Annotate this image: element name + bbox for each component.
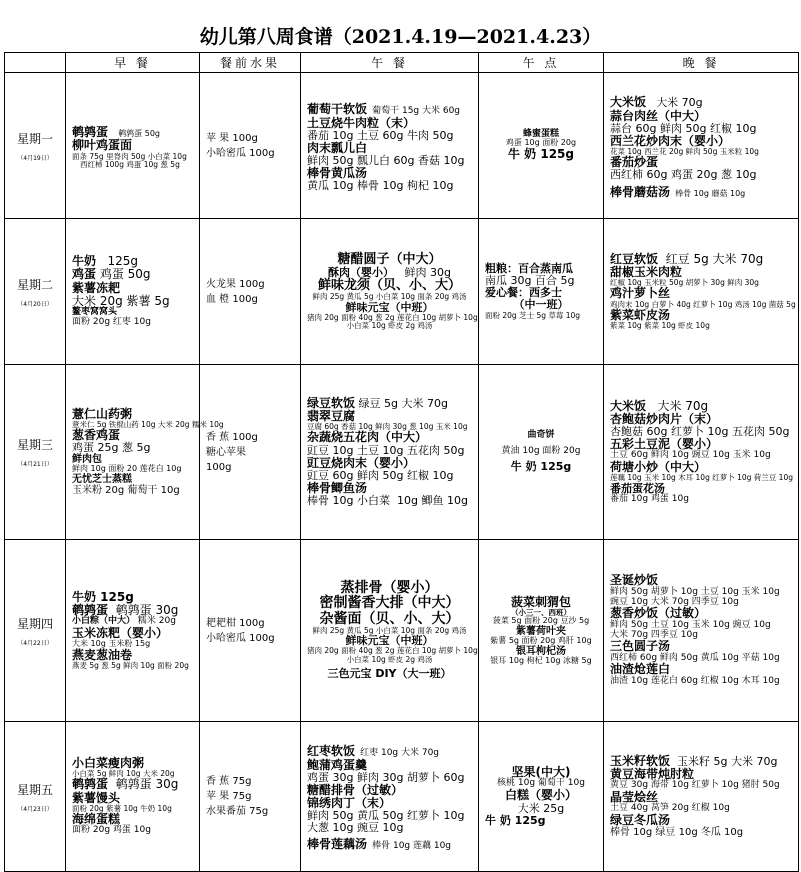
snack-cell <box>479 73 604 219</box>
dish-name: 杂酱面（贝、小、大） <box>319 610 460 627</box>
dish-name: 大米饭 <box>610 398 647 413</box>
dish-name: 蜂蜜蛋糕 <box>522 128 559 139</box>
header-row <box>5 53 799 73</box>
ingredients: 红豆 5g 大米 70g <box>665 251 764 266</box>
ingredients: 面粉 20g 鸡蛋 10g <box>72 825 151 836</box>
ingredients: 鸡肉末 10g 白萝卜 40g 红萝卜 10g 鸡汤 10g 菌菇 5g <box>610 299 796 309</box>
fruit-item: 火龙果 100g <box>206 278 265 290</box>
ingredients: 西红柿 60g 鸡蛋 20g 葱 10g <box>610 168 757 182</box>
ingredients: 棒骨 10g 小白菜 <box>307 494 390 508</box>
dish-name: 糖醋排骨（过敏） <box>307 782 404 797</box>
dish-name: 蒸排骨（婴小） <box>340 579 439 596</box>
day-name: 星期三 <box>16 438 53 452</box>
dish-name: 杂蔬烧五花肉（中大） <box>307 430 428 445</box>
dish-name: 棒骨鲫鱼汤 <box>307 480 368 495</box>
ingredients: 薏米仁 5g 铁棍山药 10g 大米 20g 糯米 10g <box>72 419 224 429</box>
ingredients: 面条 75g 里脊肉 50g 小白菜 10g <box>72 151 187 161</box>
fruit-cell <box>200 540 301 722</box>
ingredients: 鹌鹑蛋 30g <box>115 602 179 617</box>
dish-name: 牛 奶 125g <box>510 459 572 473</box>
day-cell <box>5 540 66 722</box>
ingredients: 杏鲍菇 60g 红萝卜 10g 五花肉 50g <box>610 424 790 438</box>
ingredients: 鸡蛋 10g 面粉 20g <box>505 138 577 148</box>
ingredients: 鹌鹑蛋 50g <box>118 128 160 138</box>
dish-name: 鲜味元宝（中班） <box>345 300 434 314</box>
ingredients: 鲜肉 10g 面粉 20 莲花白 10g <box>72 464 182 474</box>
dish-name: 鸡汁萝卜丝 <box>610 286 671 301</box>
header-day <box>5 53 66 73</box>
snack-cell <box>479 722 604 872</box>
dish-name: 葡萄干软饭 <box>307 101 368 116</box>
ingredients: 番茄 10g 土豆 60g 牛肉 50g <box>307 128 454 142</box>
header-dinner: 晚 餐 <box>604 53 799 73</box>
ingredients: 南瓜 30g 百合 5g <box>485 274 575 288</box>
header-snack: 午 点 <box>479 53 604 73</box>
snack-cell <box>479 365 604 540</box>
dish-name: 鲜肉包 <box>72 454 102 466</box>
dish-name: 鳌枣窝窝头 <box>72 306 118 317</box>
ingredients: 鲜肉 50g 土豆 10g 玉米 10g 豌豆 10g <box>610 619 771 630</box>
fruit-item: 耙耙柑 100g <box>206 617 265 629</box>
dinner-cell <box>604 219 799 365</box>
dish-name: 肉末瓢儿白 <box>307 140 368 155</box>
fruit-cell <box>200 219 301 365</box>
ingredients: 油渣 10g 莲花白 60g 红椒 10g 木耳 10g <box>610 675 780 686</box>
fruit-cell <box>200 722 301 872</box>
ingredients: 鸡蛋 30g 鲜肉 30g 胡萝卜 60g <box>307 770 465 784</box>
dish-name: 鹌鹑蛋 <box>72 602 109 617</box>
ingredients: 土豆 60g 鲜肉 10g 豌豆 10g 玉米 10g <box>610 450 771 461</box>
snack-cell <box>479 540 604 722</box>
ingredients: 棒骨 10g 绿豆 10g 冬瓜 10g <box>610 827 744 839</box>
ingredients: 鲜肉 50g 瓢儿白 60g 香菇 10g <box>307 153 465 167</box>
dish-name: 牛 奶 125g <box>485 813 546 827</box>
ingredients: 玉米籽 5g 大米 70g <box>677 754 778 768</box>
page-title: 幼儿第八周食谱（2021.4.19—2021.4.23） <box>199 26 602 48</box>
fruit-cell <box>200 73 301 219</box>
dinner-cell <box>604 722 799 872</box>
day-cell <box>5 73 66 219</box>
dish-name: 杏鲍菇炒肉片（末） <box>610 411 719 426</box>
dish-name: 玉米冻粑（婴小） <box>72 625 169 640</box>
lunch-cell <box>301 219 479 365</box>
ingredients: 紫菜 10g 紫菜 10g 虾皮 10g <box>610 321 710 330</box>
dish-name: 翡翠豆腐 <box>307 408 356 423</box>
ingredients: 大米 70g 四季豆 10g <box>610 629 698 640</box>
dish-name: 牛 奶 125g <box>508 147 574 162</box>
dish-name: 绿豆软饭 <box>307 395 356 410</box>
row-tuesday <box>5 219 799 365</box>
dish-name: 柳叶鸡蛋面 <box>72 138 133 153</box>
dish-name: 小白菜瘦肉粥 <box>72 755 145 770</box>
fruit-item: 血 橙 100g <box>206 293 258 305</box>
dish-name: 酥肉（婴小） <box>328 266 394 280</box>
dish-name: 五彩土豆泥（婴小） <box>610 436 719 451</box>
dish-name: 荷塘小炒（中大） <box>610 460 707 475</box>
dish-name: 海绵蛋糕 <box>72 811 121 826</box>
day-name: 星期一 <box>16 131 53 146</box>
day-date: （4月22日） <box>17 639 53 647</box>
dish-name: 三色圆子汤 <box>610 639 671 654</box>
dish-name: 黄豆海带炖肘粒 <box>610 766 695 781</box>
dish-name: 鲍蒲鸡蛋羹 <box>307 757 368 772</box>
weekly-menu-table <box>4 52 799 872</box>
dish-name: 牛奶 <box>72 254 97 269</box>
dish-name: 晶莹烩丝 <box>610 790 659 804</box>
ingredients: 豌豆 10g 大米 70g 四季豆 10g <box>610 596 739 607</box>
dish-name: 紫薯冻耙 <box>72 280 121 295</box>
dish-name: 糖醋圆子（中大） <box>337 251 442 267</box>
ingredients: 黄豆 30g 海带 10g 红萝卜 10g 猪肘 50g <box>610 780 780 791</box>
ingredients: 核桃 10g 葡萄干 10g <box>497 778 585 789</box>
lunch-cell <box>301 73 479 219</box>
ingredients: 花菜 10g 西兰花 20g 鲜肉 50g 玉米粒 10g <box>610 146 759 156</box>
fruit-item: 水果番茄 75g <box>206 806 269 817</box>
ingredients: 红椒 10g 玉米粒 50g 胡萝卜 30g 鲜肉 30g <box>610 278 759 288</box>
ingredients: 小白菜 5g 鲜肉 10g 大米 20g <box>72 769 175 779</box>
day-cell <box>5 219 66 365</box>
snack-cell <box>479 219 604 365</box>
ingredients: 莲藕 10g 玉米 10g 木耳 10g 红萝卜 10g 荷兰豆 10g <box>610 473 793 483</box>
ingredients: 番茄 10g 鸡蛋 10g <box>610 493 689 504</box>
ingredients: 豆腐 60g 香菇 10g 鲜肉 30g 葱 10g 玉米 10g <box>307 422 468 432</box>
dish-name: 白糕（婴小） <box>504 788 577 803</box>
ingredients: 豇豆 10g 土豆 10g 五花肉 50g <box>307 443 465 457</box>
dish-name: 粗粮：百合蒸南瓜 <box>485 262 573 276</box>
ingredients: 面粉 20g 芝士 5g 草莓 10g <box>485 310 581 320</box>
dish-name: 蒜台肉丝（中大） <box>610 108 707 123</box>
dinner-cell <box>604 540 799 722</box>
ingredients: 鸡蛋 25g 葱 5g <box>72 441 151 455</box>
lunch-cell <box>301 365 479 540</box>
dish-name: 燕麦葱油卷 <box>72 647 133 662</box>
header-fruit: 餐前水果 <box>200 53 301 73</box>
dish-name: 密制酱香大排（中大） <box>319 595 460 612</box>
class-note: （小三一、西班） <box>511 607 571 617</box>
day-date: （4月19日） <box>17 154 53 162</box>
ingredients: 猪肉 20g 面粉 40g 葱 2g 莲花白 10g 胡萝卜 10g <box>307 312 478 322</box>
ingredients: 小白菜 10g 虾皮 2g 鸡汤 <box>346 654 433 664</box>
dish-name: 红豆软饭 <box>610 251 659 266</box>
dish-name: 棒骨黄瓜汤 <box>307 166 368 181</box>
dish-name: 油渣炝莲白 <box>610 662 671 677</box>
ingredients: 小白菜 10g 虾皮 2g 鸡汤 <box>346 321 433 331</box>
ingredients: 西红柿 60g 鲜肉 50g 黄瓜 10g 平菇 10g <box>610 652 780 663</box>
dish-name: 紫薯荷叶夹 <box>516 625 566 637</box>
dish-name: 薏仁山药粥 <box>72 406 133 421</box>
dish-name: 鸡蛋 <box>72 267 97 282</box>
fruit-item: 苹 果 75g <box>206 791 252 802</box>
fruit-item: 香 蕉 100g <box>206 431 258 443</box>
ingredients: 大米 70g <box>657 398 709 413</box>
dish-name: 葱香炒饭（过敏） <box>610 606 707 621</box>
breakfast-cell <box>66 722 200 872</box>
breakfast-cell <box>66 73 200 219</box>
day-name: 星期四 <box>16 616 53 631</box>
dish-name: 棒骨蘑菇汤 <box>610 184 671 199</box>
ingredients: 棒骨 10g 蘑菇 10g <box>675 188 746 198</box>
day-name: 星期五 <box>16 782 53 797</box>
class-note: （中一班） <box>513 298 569 312</box>
ingredients: 葡萄干 15g 大米 60g <box>372 105 461 116</box>
dinner-cell <box>604 73 799 219</box>
ingredients: 鹌鹑蛋 30g <box>115 777 179 792</box>
ingredients: 125g <box>107 254 138 269</box>
fruit-cell <box>200 365 301 540</box>
dish-name: 鲜味龙须（贝、小、大） <box>317 278 461 294</box>
ingredients: 黄油 10g 面粉 20g <box>501 445 581 456</box>
dish-name: 番茄蛋花汤 <box>610 481 665 495</box>
dish-name: 鹌鹑蛋 <box>72 777 109 792</box>
fruit-item: 100g <box>206 461 232 473</box>
header-lunch: 午 餐 <box>301 53 479 73</box>
ingredients: 绿豆 5g 大米 70g <box>358 396 448 410</box>
day-name: 星期二 <box>16 277 53 292</box>
dish-name: 甜椒玉米肉粒 <box>610 264 683 279</box>
ingredients: 大米 20g 紫薯 5g <box>72 293 170 308</box>
dish-name: 菠菜刺猬包 <box>510 594 571 609</box>
ingredients: 鲜肉 50g 胡萝卜 10g 土豆 10g 玉米 10g <box>610 586 780 597</box>
ingredients: 西红柿 100g 鸡蛋 10g 葱 5g <box>80 159 180 169</box>
ingredients: 豇豆 60g 鲜肉 50g 红椒 10g <box>307 468 454 482</box>
ingredients: 大米 25g <box>517 801 565 815</box>
dish-name: 大米饭 <box>610 94 647 109</box>
ingredients: 燕麦 5g 葱 5g 鲜肉 10g 面粉 20g <box>72 661 189 671</box>
day-date: （4月20日） <box>17 300 53 308</box>
dish-name: 紫薯馒头 <box>72 790 121 805</box>
fruit-item: 糖心苹果 <box>206 446 246 458</box>
ingredients: 鲜肉 30g <box>404 266 451 280</box>
ingredients: 大葱 10g 豌豆 10g <box>307 821 404 835</box>
dish-name: 鹌鹑蛋 <box>72 124 109 139</box>
ingredients: 鲜肉 50g 黄瓜 50g 红萝卜 10g <box>307 809 465 823</box>
row-monday <box>5 73 799 219</box>
row-thursday <box>5 540 799 722</box>
header-breakfast: 早 餐 <box>66 53 200 73</box>
dish-name: 土豆烧牛肉粒（末） <box>307 115 416 130</box>
fruit-item: 香 蕉 75g <box>206 776 252 787</box>
fruit-item: 苹 果 100g <box>206 132 258 144</box>
dish-name: 三色元宝 DIY（大一班） <box>327 666 452 680</box>
day-date: （4月23日） <box>17 805 53 813</box>
dish-name: 爱心餐：西多士 <box>485 286 562 300</box>
dish-name: 小白粽（中大） <box>72 616 136 627</box>
dish-name: 红枣软饭 <box>307 743 356 758</box>
ingredients: 土豆 40g 莴笋 20g 红椒 10g <box>610 803 730 814</box>
fruit-item: 小哈密瓜 100g <box>206 632 275 644</box>
dish-name: 绿豆冬瓜汤 <box>610 813 671 828</box>
day-date: （4月21日） <box>17 461 53 468</box>
ingredients: 大米 70g <box>656 95 703 109</box>
ingredients: 银耳 10g 枸杞 10g 冰糖 5g <box>490 655 592 665</box>
ingredients: 糯米 20g <box>137 616 176 627</box>
dish-name: 坚果(中大) <box>511 765 571 780</box>
ingredients: 蒜台 60g 鲜肉 50g 红椒 10g <box>610 121 757 135</box>
dish-name: 玉米籽软饭 <box>610 753 671 768</box>
ingredients: 鸡蛋 50g <box>99 267 151 282</box>
dish-name: 番茄炒蛋 <box>610 155 659 170</box>
ingredients: 10g 鲫鱼 10g <box>396 494 468 508</box>
ingredients: 棒骨 10g 莲藕 10g <box>372 841 452 852</box>
ingredients: 大米 10g 玉米粉 15g <box>72 639 151 649</box>
breakfast-cell <box>66 219 200 365</box>
fruit-item: 小哈密瓜 100g <box>206 147 275 159</box>
lunch-cell <box>301 540 479 722</box>
dish-name: 圣诞炒饭 <box>610 573 659 588</box>
ingredients: 面粉 20g 紫薯 10g 牛奶 10g <box>72 803 172 813</box>
dish-name: 银耳枸杞汤 <box>516 645 566 657</box>
dish-name: 西兰花炒肉末（婴小） <box>610 133 731 148</box>
dish-name: 豇豆烧肉末（婴小） <box>307 455 416 470</box>
ingredients: 玉米粉 20g 葡萄干 10g <box>72 485 180 497</box>
dish-name: 棒骨莲藕汤 <box>307 837 368 852</box>
breakfast-cell <box>66 540 200 722</box>
dish-name: 锦绣肉丁（末） <box>307 796 392 811</box>
ingredients: 黄瓜 10g 棒骨 10g 枸杞 10g <box>307 179 454 193</box>
ingredients: 紫薯 5g 面粉 20g 鸡肝 10g <box>490 635 592 645</box>
lunch-cell <box>301 722 479 872</box>
ingredients: 鲜肉 25g 黄瓜 5g 小白菜 10g 面条 20g 鸡汤 <box>312 292 467 302</box>
ingredients: 猪肉 20g 面粉 40g 葱 2g 莲花白 10g 胡萝卜 10g <box>307 646 478 656</box>
dish-name: 鲜味元宝（中班） <box>345 634 434 648</box>
dinner-cell <box>604 365 799 540</box>
ingredients: 菠菜 5g 面粉 20g 豆沙 5g <box>492 616 590 626</box>
ingredients: 红枣 10g 大米 70g <box>360 747 440 758</box>
dish-name: 曲奇饼 <box>527 430 555 441</box>
dish-name: 葱香鸡蛋 <box>72 428 121 443</box>
dish-name: 无忧芝士蒸糕 <box>72 474 132 486</box>
row-wednesday <box>5 365 799 540</box>
dish-name: 紫菜虾皮汤 <box>610 307 671 322</box>
ingredients: 鲜肉 25g 黄瓜 5g 小白菜 10g 面条 20g 鸡汤 <box>312 626 467 636</box>
day-cell <box>5 365 66 540</box>
row-friday <box>5 722 799 872</box>
ingredients: 面粉 20g 红枣 10g <box>72 316 151 327</box>
day-cell <box>5 722 66 872</box>
dish-name: 牛奶 125g <box>72 589 134 604</box>
